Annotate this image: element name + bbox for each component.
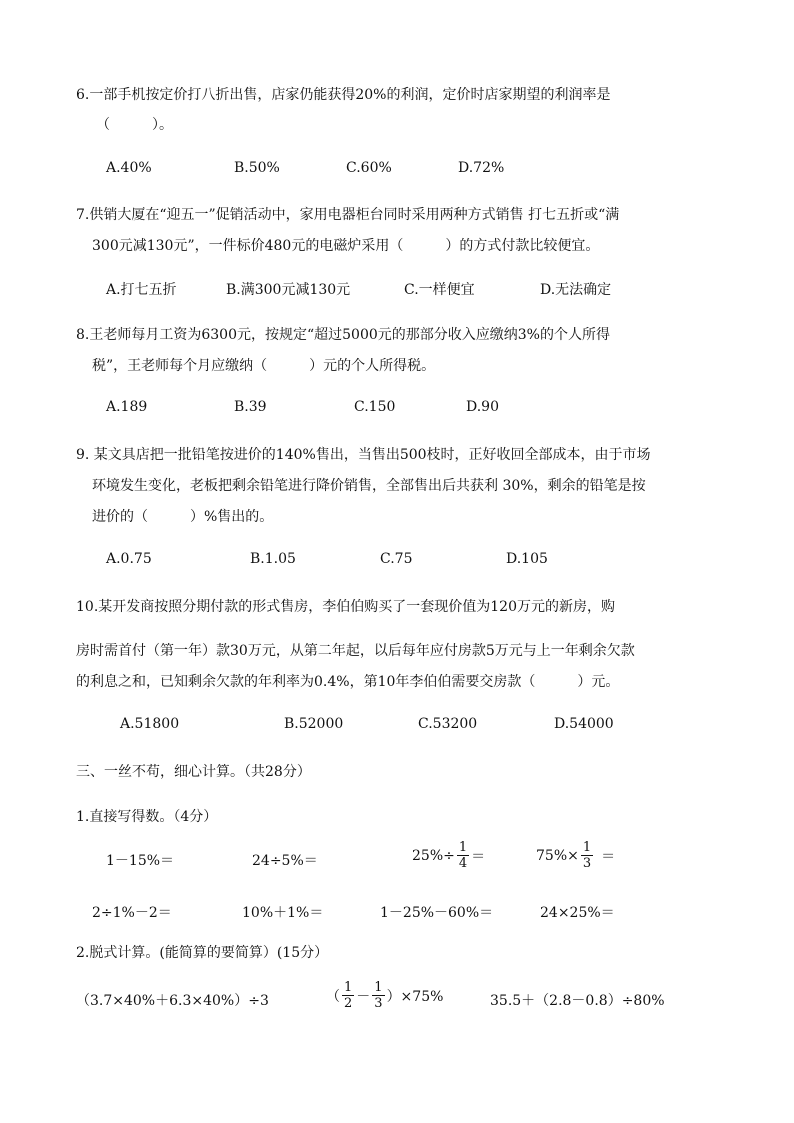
calc-3-1 [76,990,269,1010]
calc-2-2: 10%＋1%＝ [242,905,324,921]
calc-3-2 [326,980,443,1011]
question-7-line-2: 300元减130元”，一件标价480元的电磁炉采用（ ）的方式付款比较便宜。 [92,238,600,254]
question-6-line-1: 6.一部手机按定价打八折出售，店家仍能获得20%的利润，定价时店家期望的利润率是 [76,87,611,103]
section-3-heading: 三、一丝不苟，细心计算。（共28分） [76,764,311,780]
question-10-option-c: C.53200 [418,716,478,732]
calc-3-2-close: ）×75% [386,988,444,1005]
question-10-line-1: 10.某开发商按照分期付款的形式售房，李伯伯购买了一套现价值为120万元的新房，购 [76,599,615,615]
calc-3-2-numerator-2: 1 [374,980,383,995]
question-8-option-d: D.90 [466,399,499,415]
calc-3-3 [490,990,665,1010]
section-3-part-2-title: 2.脱式计算。(能简算的要简算）(15分） [76,945,329,961]
calc-1-4-denominator: 3 [582,856,592,871]
question-6-option-d: D.72% [458,160,505,176]
calc-3-1-text: （3.7×40%＋6.3×40%）÷3 [76,993,269,1009]
question-9-option-b: B.1.05 [250,551,296,567]
question-8-option-a: A.189 [106,399,148,415]
calc-3-2-numerator-1: 1 [344,980,353,995]
calc-2-4: 24×25%＝ [540,905,615,921]
calc-2-3: 1－25%－60%＝ [380,905,494,921]
question-9-line-2: 环境发生变化，老板把剩余铅笔进行降价销售，全部售出后共获利 30%，剩余的铅笔是按 [92,478,646,494]
calc-2-1: 2÷1%－2＝ [92,905,172,921]
question-8-option-b: B.39 [234,399,267,415]
question-8-line-2: 税”，王老师每个月应缴纳（ ）元的个人所得税。 [92,358,436,374]
question-9-line-1: 9. 某文具店把一批铅笔按进价的140%售出，当售出500枝时，正好收回全部成本，由于市场 [76,447,651,463]
calc-1-1 [106,850,174,870]
question-7-option-d: D.无法确定 [540,282,612,298]
calc-1-2 [252,850,318,870]
question-10-option-b: B.52000 [284,716,344,732]
question-10-option-a: A.51800 [120,716,180,732]
calc-3-2-fraction-1 [342,980,354,1011]
question-7-option-b: B.满300元减130元 [226,282,351,298]
calc-1-1-text: 1－15%＝ [106,853,175,869]
calc-1-3-pre: 25%÷ [412,847,455,864]
question-7-option-c: C.一样便宜 [404,282,475,298]
calc-3-3-text: 35.5＋（2.8－0.8）÷80% [490,993,665,1009]
question-6-line-2: （ ）。 [96,117,173,133]
question-8-option-c: C.150 [354,399,396,415]
question-6-option-c: C.60% [346,160,392,176]
calc-1-3-denominator: 4 [458,856,468,871]
calc-1-4-pre: 75%× [536,847,579,864]
section-3-part-1-title: 1.直接写得数。（4分） [76,809,218,825]
question-9-option-a: A.0.75 [106,551,152,567]
calc-1-3-post: ＝ [471,848,486,865]
calc-3-2-open: （ [326,988,340,1005]
calc-1-4-fraction [581,840,593,871]
question-9-line-3: 进价的（ ）%售出的。 [92,509,274,525]
calc-1-4-post: ＝ [601,848,616,865]
calc-1-2-text: 24÷5%＝ [252,853,318,869]
question-9-option-c: C.75 [380,551,413,567]
question-6-option-a: A.40% [106,160,152,176]
calc-1-4-numerator: 1 [582,840,592,855]
question-7-line-1: 7.供销大厦在“迎五一”促销活动中，家用电器柜台同时采用两种方式销售 打七五折或“满 [76,207,620,223]
calc-3-2-denominator-1: 2 [344,996,353,1011]
question-10-line-2: 房时需首付（第一年）款30万元，从第二年起，以后每年应付房款5万元与上一年剩余欠款 [76,643,635,659]
question-7-option-a: A.打七五折 [106,282,177,298]
calc-1-3 [412,840,485,871]
calc-3-2-minus: － [356,988,371,1005]
calc-1-3-fraction [457,840,469,871]
calc-1-4 [536,840,615,871]
question-9-option-d: D.105 [506,551,548,567]
calc-1-3-numerator: 1 [458,840,468,855]
question-10-option-d: D.54000 [554,716,614,732]
calc-3-2-denominator-2: 3 [374,996,383,1011]
calc-3-2-fraction-2 [372,980,384,1011]
question-6-option-b: B.50% [234,160,280,176]
question-10-line-3: 的利息之和，已知剩余欠款的年利率为0.4%，第10年李伯伯需要交房款（ ）元。 [76,674,620,690]
question-8-line-1: 8.王老师每月工资为6300元，按规定“超过5000元的那部分收入应缴纳3%的个人所得 [76,327,610,343]
